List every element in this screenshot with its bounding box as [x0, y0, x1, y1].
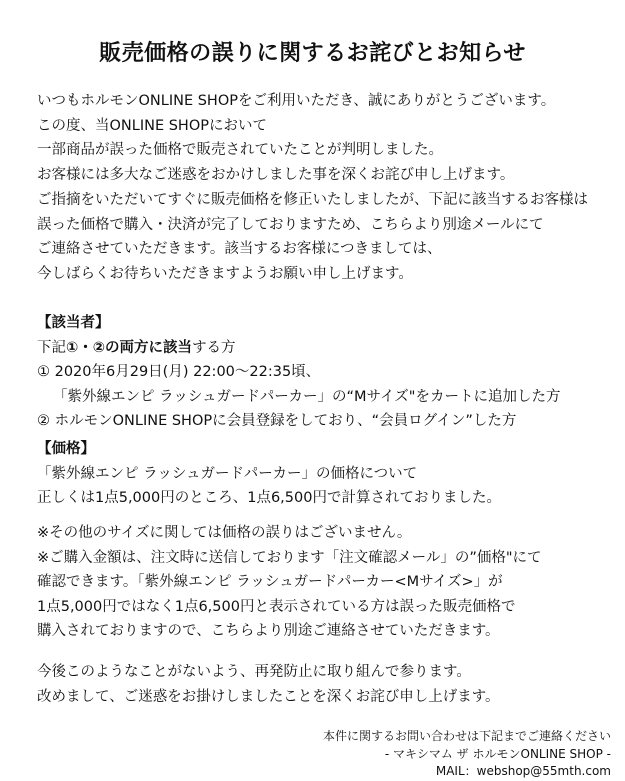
- intro-line: 一部商品が誤った価格で販売されていたことが判明しました。: [37, 142, 443, 158]
- condition-prefix: 下記: [37, 339, 66, 356]
- intro-line: お客様には多大なご迷惑をおかけしました事を深くお詫び申し上げます。: [37, 166, 515, 183]
- notice-line: ご指摘をいただいてすぐに販売価格を修正いたしましたが、下記に該当するお客様は: [37, 192, 588, 208]
- notice-line: 誤った価格で購入・決済が完了しておりますため、こちらより別途メールにて: [37, 216, 544, 233]
- page-title: 販売価格の誤りに関するお詫びとお知らせ: [99, 41, 526, 66]
- note-line: 確認できます。「紫外線エンピ ラッシュガードパーカー<Mサイズ>」が: [37, 574, 503, 590]
- intro-paragraph: [37, 89, 555, 187]
- notice-line: 今しばらくお待ちいただきますようお願い申し上げます。: [37, 265, 413, 282]
- target-heading: 【該当者】: [37, 315, 110, 331]
- target-section: [37, 311, 560, 434]
- intro-line: いつもホルモンONLINE SHOPをご利用いただき、誠にありがとうございます。: [37, 93, 556, 109]
- note-line: 1点5,000円ではなく1点6,500円と表示されている方は誤った販売価格で: [37, 598, 516, 615]
- price-line: 「紫外線エンピ ラッシュガードパーカー」の価格について: [37, 465, 418, 482]
- notes-section: [37, 521, 542, 644]
- closing-line: 改めまして、ご迷惑をお掛けしましたことを深くお詫び申し上げます。: [37, 688, 500, 705]
- note-line: 購入されておりますので、こちらより別途ご連絡させていただきます。: [37, 623, 500, 639]
- price-section: [37, 437, 501, 511]
- target-item-1: ① 2020年6月29日(月) 22:00〜22:35頃、: [37, 364, 321, 380]
- contact-footer: [323, 728, 611, 781]
- footer-shop-name: - マキシマム ザ ホルモンONLINE SHOP -: [384, 746, 611, 761]
- target-condition: [37, 336, 560, 361]
- closing-paragraph: [37, 660, 500, 709]
- footer-email: MAIL：webshop@55mth.com: [435, 764, 611, 778]
- notice-paragraph: [37, 188, 588, 286]
- price-heading: 【価格】: [37, 441, 95, 457]
- notice-line: ご連絡させていただきます。該当するお客様につきましては、: [37, 241, 442, 257]
- note-line: ※その他のサイズに関しては価格の誤りはございません。: [37, 525, 412, 541]
- target-item-1-detail: 「紫外線エンピ ラッシュガードパーカー」の“Mサイズ"をカートに追加した方: [53, 388, 561, 405]
- price-line: 正しくは1点5,000円のところ、1点6,500円で計算されておりました。: [37, 490, 501, 506]
- intro-line: この度、当ONLINE SHOPにおいて: [37, 117, 267, 134]
- footer-inquiry: 本件に関するお問い合わせは下記までご連絡ください: [322, 729, 611, 743]
- closing-line: 今後このようなことがないよう、再発防止に取り組んで参ります。: [37, 664, 471, 680]
- target-item-2: ② ホルモンONLINE SHOPに会員登録をしており、“会員ログイン”した方: [37, 413, 517, 429]
- condition-suffix: する方: [192, 339, 236, 356]
- note-line: ※ご購入金額は、注文時に送信しております「注文確認メール」の”価格"にて: [37, 549, 542, 566]
- condition-emphasis: ①・②の両方に該当: [66, 339, 193, 356]
